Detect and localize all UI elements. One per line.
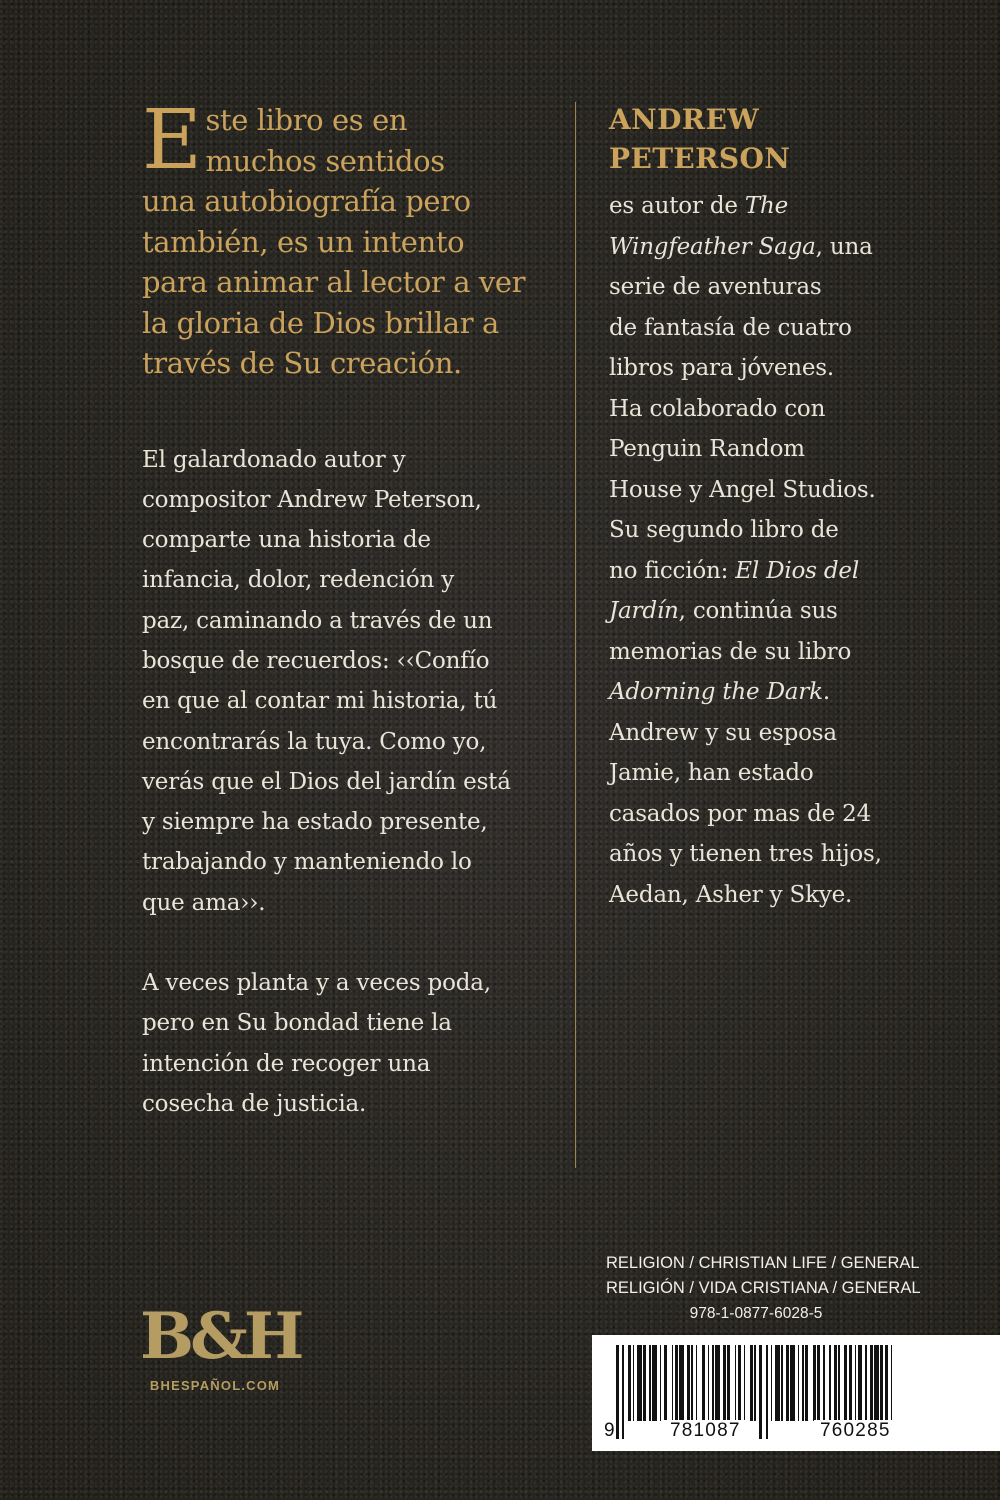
author-bio bbox=[609, 186, 949, 915]
bio-line: Su segundo libro de bbox=[609, 517, 839, 543]
bio-line: Ha colaborado con bbox=[609, 395, 826, 422]
description-line: A veces planta y a veces poda, bbox=[142, 970, 491, 997]
category-spanish: RELIGIÓN / VIDA CRISTIANA / GENERAL bbox=[606, 1279, 921, 1297]
column-divider bbox=[575, 102, 576, 1168]
publisher-url: BHESPAÑOL.COM bbox=[149, 1378, 281, 1393]
description-line: pero en Su bondad tiene la bbox=[142, 1010, 452, 1037]
description-line: El galardonado autor y bbox=[142, 446, 406, 473]
description-line: comparte una historia de bbox=[142, 527, 431, 554]
author-first-name: ANDREW bbox=[609, 103, 760, 136]
description-line: encontrarás la tuya. Como yo, bbox=[142, 728, 487, 755]
bio-line: Wingfeather Saga, una bbox=[609, 233, 873, 260]
bio-line: no ficción: El Dios del bbox=[609, 557, 859, 584]
bio-line: Penguin Random bbox=[609, 436, 805, 462]
intro-line: través de Su creación. bbox=[142, 346, 462, 380]
intro-line: muchos sentidos bbox=[205, 143, 445, 178]
author-name bbox=[609, 100, 949, 178]
bio-line: Adorning the Dark. bbox=[609, 679, 830, 705]
intro-line: una autobiografía pero bbox=[142, 184, 471, 218]
description-line: en que al contar mi historia, tú bbox=[142, 688, 498, 715]
description-line: verás que el Dios del jardín está bbox=[142, 768, 511, 795]
description-line: intención de recoger una bbox=[142, 1050, 431, 1077]
publisher-logo bbox=[140, 1299, 301, 1393]
bio-line: casados por mas de 24 bbox=[609, 800, 872, 827]
description-line: que ama››. bbox=[142, 889, 266, 916]
intro-line: ste libro es en bbox=[205, 103, 408, 137]
description-line: y siempre ha estado presente, bbox=[142, 809, 488, 836]
bio-line: serie de aventuras bbox=[609, 274, 822, 300]
isbn: 978-1-0877-6028-5 bbox=[689, 1305, 823, 1322]
bio-line: House y Angel Studios. bbox=[609, 476, 876, 503]
author-last-name: PETERSON bbox=[609, 142, 791, 175]
category-english: RELIGION / CHRISTIAN LIFE / GENERAL bbox=[606, 1254, 920, 1272]
bio-line: es autor de The bbox=[609, 193, 789, 219]
bh-logo-mark: B&H bbox=[140, 1299, 301, 1374]
bio-line: libros para jóvenes. bbox=[609, 355, 834, 381]
bio-line: Aedan, Asher y Skye. bbox=[609, 881, 853, 908]
drop-cap: E bbox=[142, 93, 202, 188]
description-line: cosecha de justicia. bbox=[142, 1090, 367, 1117]
description-line: paz, caminando a través de un bbox=[142, 607, 493, 634]
description bbox=[142, 440, 562, 1125]
barcode bbox=[592, 1335, 1000, 1451]
description-line: compositor Andrew Peterson, bbox=[142, 486, 482, 513]
description-line: bosque de recuerdos: ‹‹Confío bbox=[142, 647, 490, 674]
barcode-left-digits: 781087 bbox=[664, 1420, 747, 1442]
intro-line: la gloria de Dios brillar a bbox=[142, 305, 499, 340]
barcode-right-digits: 760285 bbox=[814, 1420, 897, 1442]
bisac-categories bbox=[606, 1251, 921, 1326]
description-line: infancia, dolor, redención y bbox=[142, 567, 454, 594]
bio-line: memorias de su libro bbox=[609, 638, 852, 665]
description-line: trabajando y manteniendo lo bbox=[142, 849, 472, 876]
intro-blurb bbox=[142, 93, 562, 384]
bio-line: de fantasía de cuatro bbox=[609, 314, 852, 341]
author-column bbox=[609, 100, 949, 915]
intro-line: para animar al lector a ver bbox=[142, 265, 526, 299]
left-column bbox=[142, 93, 562, 1124]
bio-line: Jamie, han estado bbox=[609, 760, 814, 786]
barcode-first-digit: 9 bbox=[604, 1420, 615, 1441]
bio-line: años y tienen tres hijos, bbox=[609, 841, 882, 867]
paragraph-gap bbox=[142, 923, 562, 963]
intro-line: también, es un intento bbox=[142, 224, 465, 259]
bio-line: Andrew y su esposa bbox=[609, 719, 837, 746]
bio-line: Jardín, continúa sus bbox=[609, 598, 838, 624]
